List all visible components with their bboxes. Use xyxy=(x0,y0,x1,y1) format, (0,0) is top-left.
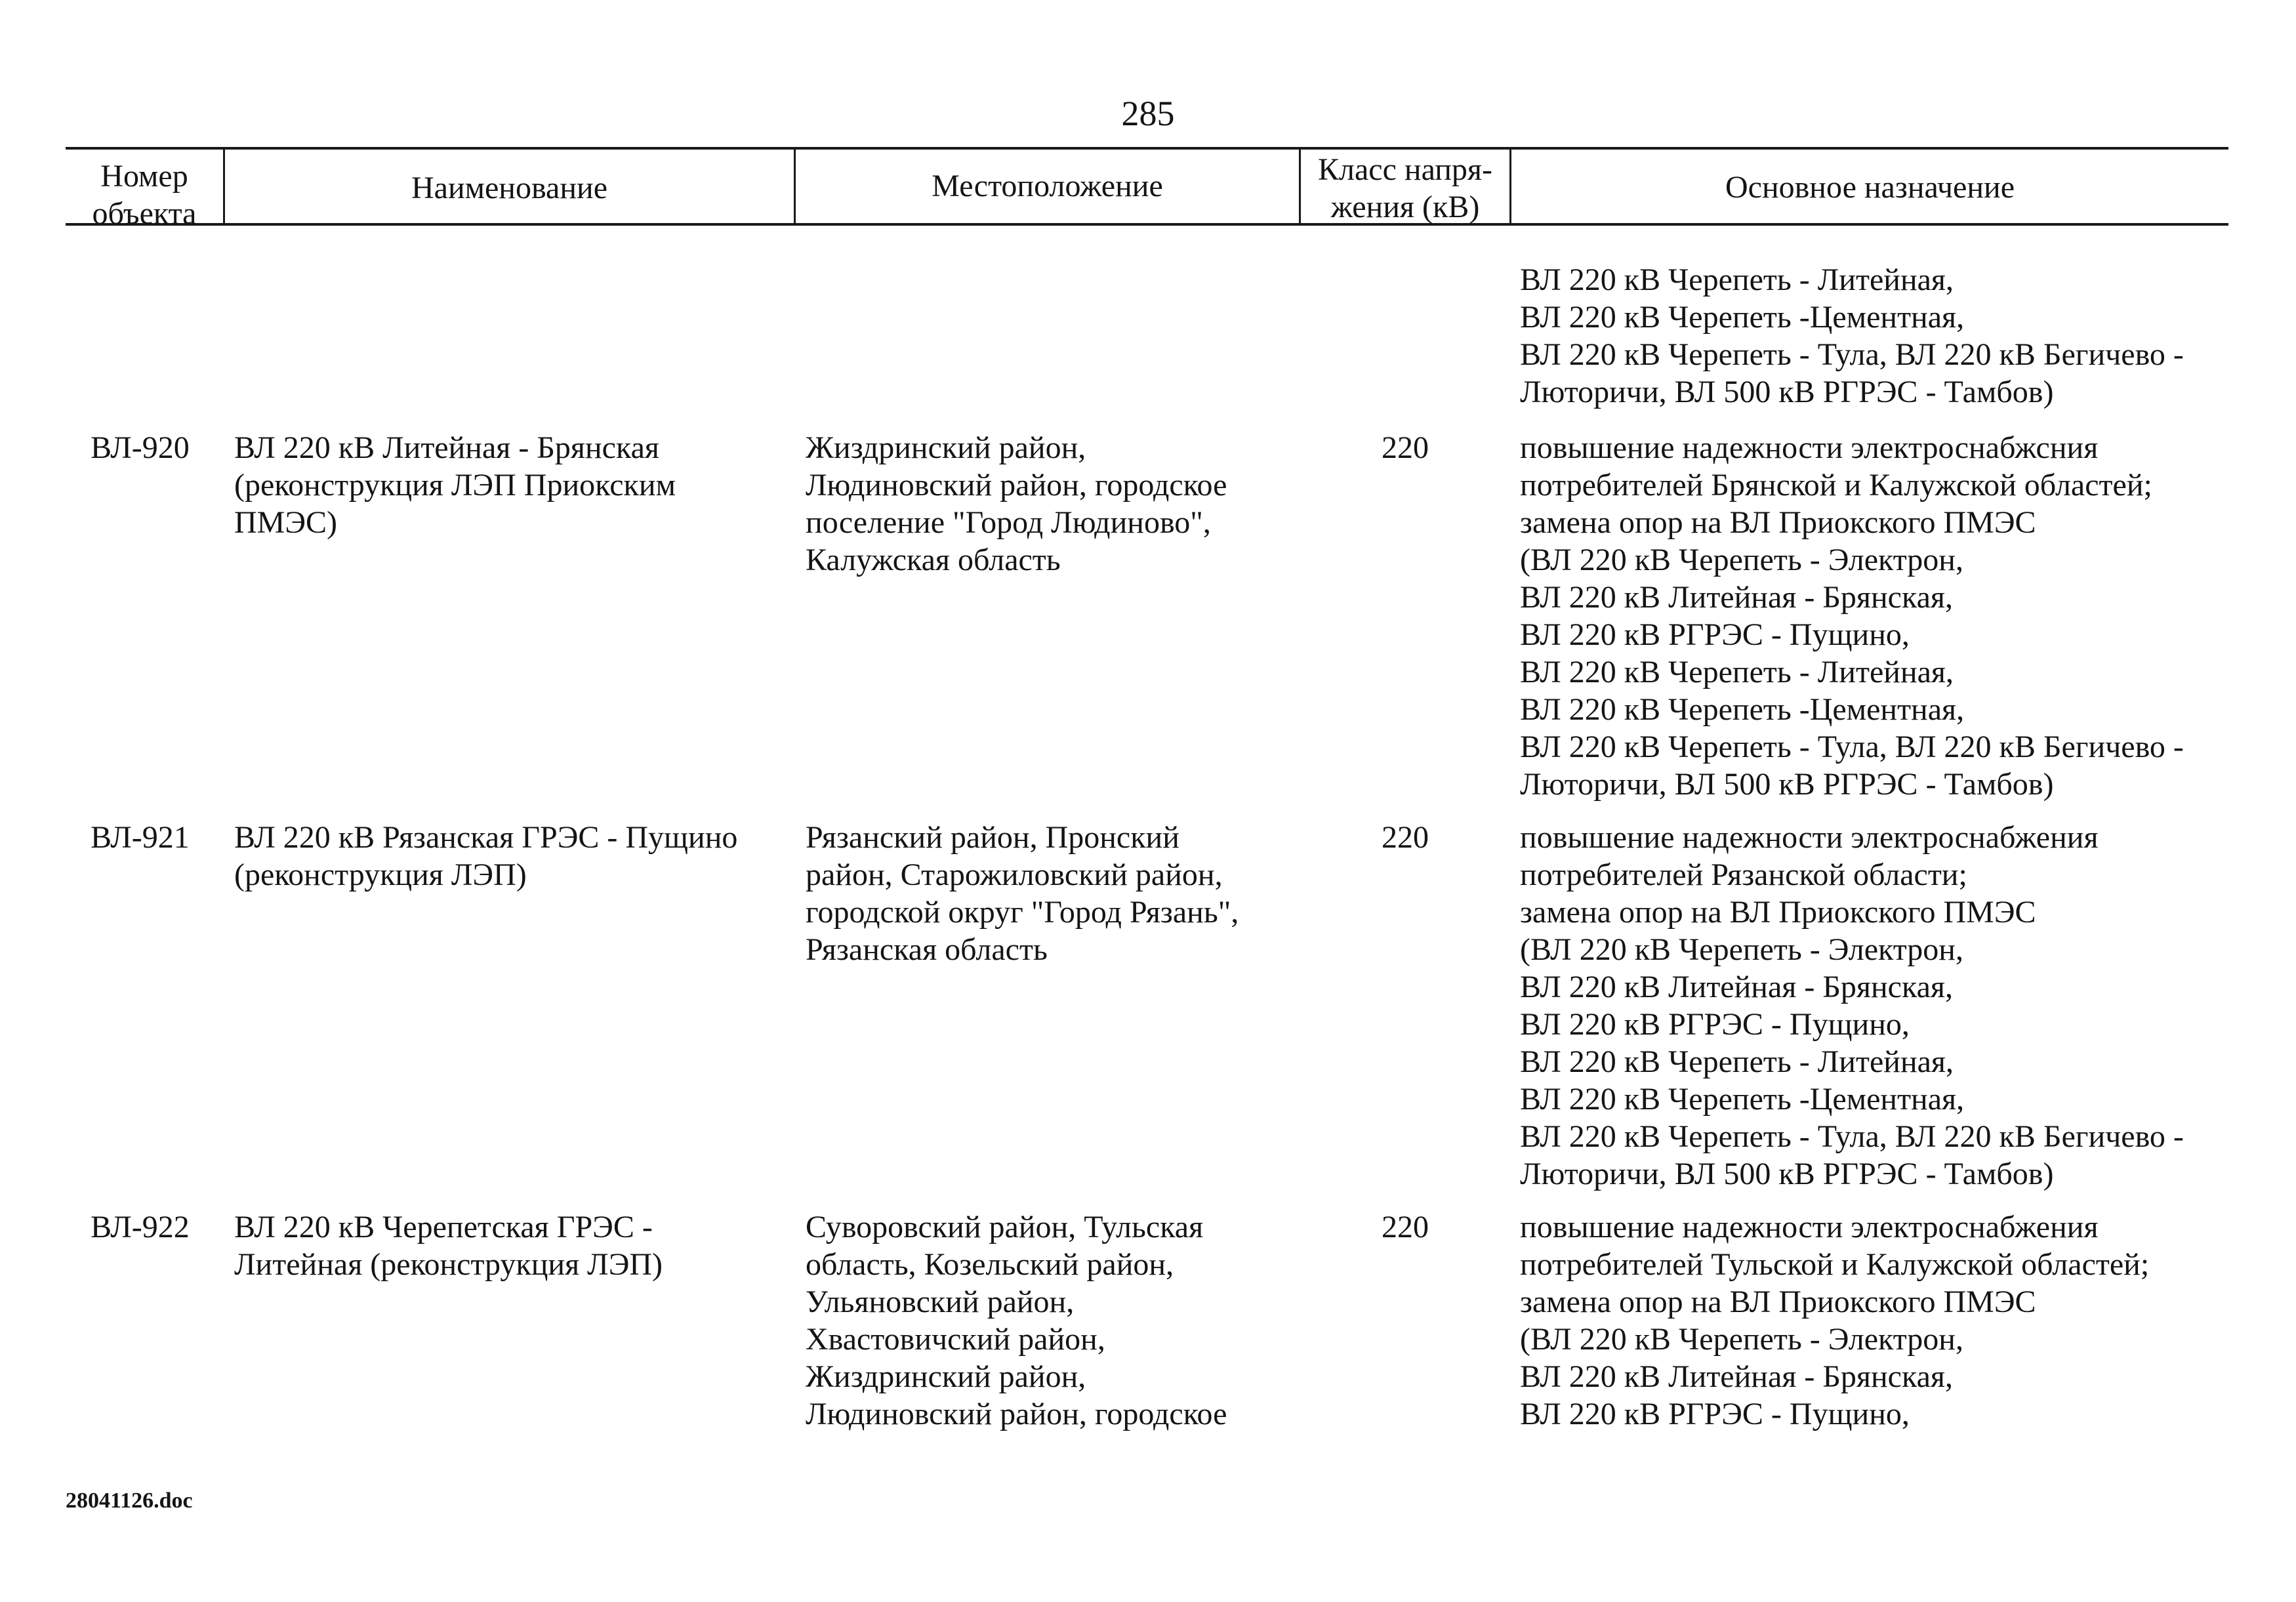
main-purpose-cell xyxy=(1520,1208,2149,1433)
object-name-cell xyxy=(234,819,737,893)
main-purpose-cell xyxy=(1520,261,2184,411)
object-location-line: район, Старожиловский район, xyxy=(806,857,1223,892)
main-purpose-line: ВЛ 220 кВ Черепеть - Литейная, xyxy=(1520,262,1954,297)
main-purpose-line: ВЛ 220 кВ Черепеть - Тула, ВЛ 220 кВ Бегичево - xyxy=(1520,1119,2184,1154)
object-location-cell xyxy=(806,1208,1227,1433)
object-location-line: Хвастовичский район, xyxy=(806,1322,1105,1357)
object-location-line: поселение "Город Людиново", xyxy=(806,505,1211,540)
main-purpose-line: Люторичи, ВЛ 500 кВ РГРЭС - Тамбов) xyxy=(1520,375,2054,409)
main-purpose-cell xyxy=(1520,819,2184,1193)
object-location-line: область, Козельский район, xyxy=(806,1247,1174,1282)
main-purpose-line: ВЛ 220 кВ РГРЭС - Пущино, xyxy=(1520,617,1910,652)
main-purpose-line: повышение надежности электроснабжсния xyxy=(1520,430,2099,465)
object-name-line: Литейная (реконструкция ЛЭП) xyxy=(234,1247,663,1282)
object-location-cell xyxy=(806,429,1227,579)
object-location-line: Людиновский район, городское xyxy=(806,1397,1227,1431)
object-number-cell xyxy=(91,819,190,856)
main-purpose-line: ВЛ 220 кВ Черепеть -Цементная, xyxy=(1520,300,1965,335)
header-line: Класс напря- xyxy=(1318,152,1492,187)
header-line: жения (кВ) xyxy=(1330,190,1480,224)
header-line: Номер xyxy=(100,159,188,194)
voltage-class-cell xyxy=(1301,429,1509,466)
main-purpose-line: Люторичи, ВЛ 500 кВ РГРЭС - Тамбов) xyxy=(1520,1157,2054,1191)
voltage-class: 220 xyxy=(1382,430,1429,465)
object-name-line: ПМЭС) xyxy=(234,505,338,540)
header-name xyxy=(225,169,794,207)
header-line: Основное назначение xyxy=(1725,170,2015,205)
main-purpose-line: ВЛ 220 кВ Литейная - Брянская, xyxy=(1520,970,1953,1004)
main-purpose-line: замена опор на ВЛ Приокского ПМЭС xyxy=(1520,1284,2036,1319)
voltage-class-cell xyxy=(1301,1208,1509,1246)
main-purpose-cell xyxy=(1520,429,2184,803)
object-location-line: Жиздринский район, xyxy=(806,1359,1086,1394)
object-name-cell xyxy=(234,1208,663,1283)
main-purpose-line: Люторичи, ВЛ 500 кВ РГРЭС - Тамбов) xyxy=(1520,767,2054,802)
header-voltage-class xyxy=(1301,151,1509,226)
object-name-line: ВЛ 220 кВ Литейная - Брянская xyxy=(234,430,659,465)
main-purpose-line: повышение надежности электроснабжения xyxy=(1520,820,2099,855)
header-main-purpose xyxy=(1511,169,2228,206)
object-number: ВЛ-920 xyxy=(91,430,190,465)
object-location-line: городской округ "Город Рязань", xyxy=(806,895,1239,930)
object-location-line: Калужская область xyxy=(806,543,1061,577)
object-location-line: Суворовский район, Тульская xyxy=(806,1210,1204,1244)
file-name-footer: 28041126.doc xyxy=(66,1489,193,1513)
main-purpose-line: ВЛ 220 кВ Литейная - Брянская, xyxy=(1520,580,1953,615)
object-location-line: Людиновский район, городское xyxy=(806,468,1227,503)
table-row-continuation xyxy=(0,261,2296,409)
header-top-rule xyxy=(66,147,2228,150)
object-location-cell xyxy=(806,819,1239,968)
voltage-class: 220 xyxy=(1382,820,1429,855)
main-purpose-line: повышение надежности электроснабжения xyxy=(1520,1210,2099,1244)
header-object-number xyxy=(66,157,223,232)
main-purpose-line: ВЛ 220 кВ Литейная - Брянская, xyxy=(1520,1359,1953,1394)
header-line: объекта xyxy=(92,196,197,231)
header-line: Наименование xyxy=(411,171,608,205)
object-number-cell xyxy=(91,429,190,466)
header-location xyxy=(796,167,1299,205)
main-purpose-line: ВЛ 220 кВ Черепеть - Литейная, xyxy=(1520,1044,1954,1079)
main-purpose-line: ВЛ 220 кВ РГРЭС - Пущино, xyxy=(1520,1007,1910,1042)
object-number-cell xyxy=(91,1208,190,1246)
main-purpose-line: ВЛ 220 кВ Черепеть - Литейная, xyxy=(1520,655,1954,689)
main-purpose-line: замена опор на ВЛ Приокского ПМЭС xyxy=(1520,505,2036,540)
table-row xyxy=(0,429,2296,802)
object-name-line: ВЛ 220 кВ Рязанская ГРЭС - Пущино xyxy=(234,820,738,855)
voltage-class-cell xyxy=(1301,819,1509,856)
object-number: ВЛ-921 xyxy=(91,820,190,855)
voltage-class: 220 xyxy=(1382,1210,1429,1244)
main-purpose-line: замена опор на ВЛ Приокского ПМЭС xyxy=(1520,895,2036,930)
main-purpose-line: ВЛ 220 кВ Черепеть -Цементная, xyxy=(1520,692,1965,727)
main-purpose-line: ВЛ 220 кВ Черепеть -Цементная, xyxy=(1520,1082,1965,1117)
header-line: Местоположение xyxy=(932,169,1163,203)
object-location-line: Жиздринский район, xyxy=(806,430,1086,465)
main-purpose-line: потребителей Брянской и Калужской областей; xyxy=(1520,468,2152,503)
page-number: 285 xyxy=(1121,94,1175,133)
main-purpose-line: потребителей Рязанской области; xyxy=(1520,857,1967,892)
object-location-line: Ульяновский район, xyxy=(806,1284,1075,1319)
object-name-cell xyxy=(234,429,676,541)
header-bottom-rule xyxy=(66,223,2228,226)
main-purpose-line: (ВЛ 220 кВ Черепеть - Электрон, xyxy=(1520,1322,1963,1357)
main-purpose-line: (ВЛ 220 кВ Черепеть - Электрон, xyxy=(1520,543,1963,577)
main-purpose-line: ВЛ 220 кВ Черепеть - Тула, ВЛ 220 кВ Бегичево - xyxy=(1520,337,2184,372)
main-purpose-line: потребителей Тульской и Калужской областей; xyxy=(1520,1247,2150,1282)
object-name-line: (реконструкция ЛЭП) xyxy=(234,857,527,892)
object-name-line: (реконструкция ЛЭП Приокским xyxy=(234,468,676,503)
main-purpose-line: ВЛ 220 кВ РГРЭС - Пущино, xyxy=(1520,1397,1910,1431)
table-row xyxy=(0,1208,2296,1431)
object-name-line: ВЛ 220 кВ Черепетская ГРЭС - xyxy=(234,1210,653,1244)
object-number: ВЛ-922 xyxy=(91,1210,190,1244)
main-purpose-line: (ВЛ 220 кВ Черепеть - Электрон, xyxy=(1520,932,1963,967)
object-location-line: Рязанский район, Пронский xyxy=(806,820,1179,855)
main-purpose-line: ВЛ 220 кВ Черепеть - Тула, ВЛ 220 кВ Бегичево - xyxy=(1520,729,2184,764)
object-location-line: Рязанская область xyxy=(806,932,1048,967)
